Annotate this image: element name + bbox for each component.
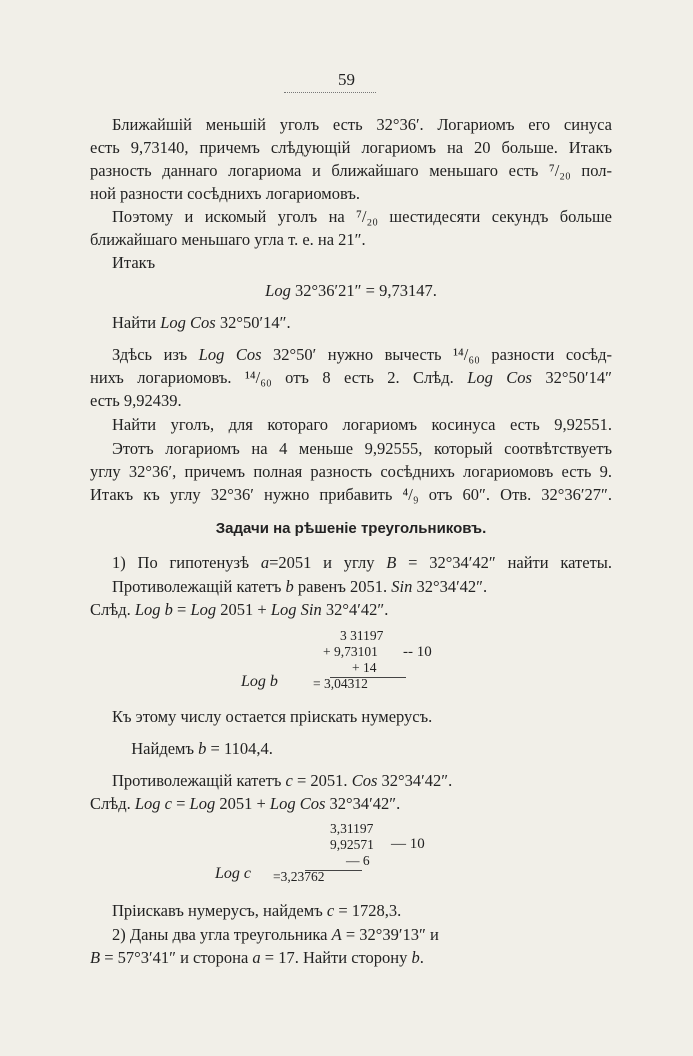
text-line bbox=[90, 184, 612, 204]
text-run: нихъ логариомовъ. ¹⁴/₆₀ отъ 8 есть 2. Слѣд. bbox=[90, 368, 468, 387]
math-term: b bbox=[411, 948, 420, 967]
text-run: Итакъ bbox=[112, 253, 156, 272]
text-run: Противолежащій катетъ bbox=[112, 771, 286, 790]
text-line bbox=[90, 519, 612, 539]
text-line bbox=[90, 794, 612, 814]
math-term: Log bbox=[189, 794, 216, 813]
text-run: = 57°3′41″ и сторона bbox=[100, 948, 253, 967]
calc-row: 3 31197 bbox=[340, 628, 384, 643]
text-run: 32°50′14″. bbox=[215, 313, 291, 332]
calc-label: Log b bbox=[241, 673, 278, 690]
text-line bbox=[90, 948, 612, 968]
text-run: 32°50′14″ bbox=[531, 368, 612, 387]
text-line bbox=[90, 485, 612, 505]
text-run: = 1104,4. bbox=[206, 739, 273, 758]
text-run: . bbox=[419, 948, 424, 967]
math-term: Log c bbox=[134, 794, 172, 813]
text-line bbox=[112, 253, 612, 273]
text-run: 32°36′21″ = 9,73147. bbox=[290, 281, 437, 300]
calc-label: Log c bbox=[215, 865, 251, 882]
calc-row: — 6 bbox=[346, 853, 370, 868]
text-line bbox=[112, 577, 612, 597]
text-run: 1) По гипотенузѣ bbox=[112, 553, 261, 572]
text-run: Слѣд. bbox=[90, 794, 135, 813]
math-term: Log Cos bbox=[467, 368, 532, 387]
text-run: Къ этому числу остается пріискать нумерусъ. bbox=[112, 707, 433, 726]
calc-row: + 14 bbox=[352, 660, 377, 675]
text-run: Ближайшій меньшій уголъ есть 32°36′. Логариомъ его синуса bbox=[112, 115, 612, 134]
math-term: Log bbox=[190, 600, 217, 619]
math-term: Cos bbox=[351, 771, 378, 790]
text-run: 2051 + bbox=[215, 794, 270, 813]
text-line bbox=[90, 391, 612, 411]
text-run: 2051 + bbox=[216, 600, 271, 619]
text-run: равенъ 2051. bbox=[293, 577, 392, 596]
text-line bbox=[90, 368, 612, 388]
text-run: = 1728,3. bbox=[334, 901, 402, 920]
math-term: B bbox=[386, 553, 397, 572]
math-term: Log Cos bbox=[269, 794, 326, 813]
text-run: Итакъ къ углу 32°36′ нужно прибавить ⁴/₉ отъ 60″. Отв. 32°36′27″. bbox=[90, 485, 612, 504]
math-term: Log Cos bbox=[160, 313, 216, 332]
text-run: Поэтому и искомый уголъ на ⁷/₂₀ шестидесяти секундъ больше bbox=[112, 207, 612, 226]
text-run: углу 32°36′, причемъ полная разность сосѣднихъ логариомовъ есть 9. bbox=[90, 462, 612, 481]
calc-row: 3,31197 bbox=[330, 821, 374, 836]
text-run: Найти уголъ, для котораго логариомъ косинуса есть 9,92551. bbox=[112, 415, 612, 434]
text-line bbox=[112, 439, 612, 459]
text-line bbox=[90, 138, 612, 158]
text-line bbox=[112, 771, 612, 791]
math-term: a bbox=[252, 948, 261, 967]
text-run: = bbox=[171, 794, 190, 813]
text-line bbox=[112, 207, 612, 227]
math-term: B bbox=[90, 948, 101, 967]
calc-result: = 3,04312 bbox=[313, 676, 368, 691]
text-run: 32°4′42″. bbox=[321, 600, 389, 619]
text-run: = 2051. bbox=[292, 771, 352, 790]
text-line bbox=[112, 115, 612, 135]
math-term: Log Sin bbox=[270, 600, 322, 619]
math-term: Log Cos bbox=[198, 345, 262, 364]
page-number: 59 bbox=[338, 70, 355, 89]
math-term: Log b bbox=[134, 600, 173, 619]
math-term: b bbox=[198, 739, 207, 758]
math-term: Log bbox=[265, 281, 291, 300]
text-run: Слѣд. bbox=[90, 600, 135, 619]
math-term: A bbox=[331, 925, 342, 944]
math-term: a bbox=[260, 553, 270, 572]
text-line bbox=[90, 462, 612, 482]
text-run: 32°34′42″. bbox=[377, 771, 453, 790]
text-run: 32°34′42″. bbox=[325, 794, 401, 813]
calc-result: =3,23762 bbox=[273, 869, 325, 884]
text-run: ной разности сосѣднихъ логариомовъ. bbox=[90, 184, 361, 203]
text-line bbox=[90, 739, 612, 759]
text-run: = 32°39′13″ и bbox=[341, 925, 439, 944]
calc-row: + 9,73101 bbox=[323, 644, 378, 659]
text-run: ближайшаго меньшаго угла т. е. на 21″. bbox=[90, 230, 366, 249]
text-run: 32°50′ нужно вычесть ¹⁴/₆₀ разности сосѣд- bbox=[261, 345, 612, 364]
math-term: b bbox=[285, 577, 294, 596]
text-run: Найти bbox=[112, 313, 161, 332]
text-run: есть 9,73140, причемъ слѣдующій логариомъ на 20 больше. Итакъ bbox=[90, 138, 612, 157]
text-run: Противолежащій катетъ bbox=[112, 577, 286, 596]
text-run: Этотъ логариомъ на 4 меньше 9,92555, который соотвѣтствуетъ bbox=[112, 439, 612, 458]
text-run: Найдемъ bbox=[90, 739, 199, 758]
text-line bbox=[90, 281, 612, 301]
text-run: Здѣсь изъ bbox=[112, 345, 199, 364]
text-run: = 32°34′42″ найти катеты. bbox=[396, 553, 612, 572]
math-term: c bbox=[285, 771, 293, 790]
text-line bbox=[90, 161, 612, 181]
text-line bbox=[112, 901, 612, 921]
text-run: 2) Даны два угла треугольника bbox=[112, 925, 332, 944]
text-line bbox=[112, 553, 612, 573]
math-term: Sin bbox=[391, 577, 413, 596]
calc-row: — 10 bbox=[391, 836, 425, 852]
text-run: есть 9,92439. bbox=[90, 391, 182, 410]
text-line bbox=[90, 230, 612, 250]
text-run: =2051 и углу bbox=[269, 553, 387, 572]
text-run: = bbox=[172, 600, 191, 619]
text-line bbox=[112, 313, 612, 333]
text-line bbox=[90, 600, 612, 620]
text-run: = 17. Найти сторону bbox=[260, 948, 412, 967]
calc-row: -- 10 bbox=[403, 644, 432, 660]
text-line bbox=[112, 415, 612, 435]
text-run: Задачи на рѣшеніе треугольниковъ. bbox=[215, 520, 487, 537]
page-number-rule bbox=[284, 92, 376, 93]
text-line bbox=[112, 925, 612, 945]
math-term: c bbox=[326, 901, 335, 920]
calc-row: 9,92571 bbox=[330, 837, 374, 852]
text-line bbox=[112, 707, 612, 727]
text-run: Пріискавъ нумерусъ, найдемъ bbox=[112, 901, 327, 920]
text-run: разность даннаго логариома и ближайшаго меньшаго есть ⁷/₂₀ пол- bbox=[90, 161, 612, 180]
text-run: 32°34′42″. bbox=[412, 577, 488, 596]
text-line bbox=[112, 345, 612, 365]
